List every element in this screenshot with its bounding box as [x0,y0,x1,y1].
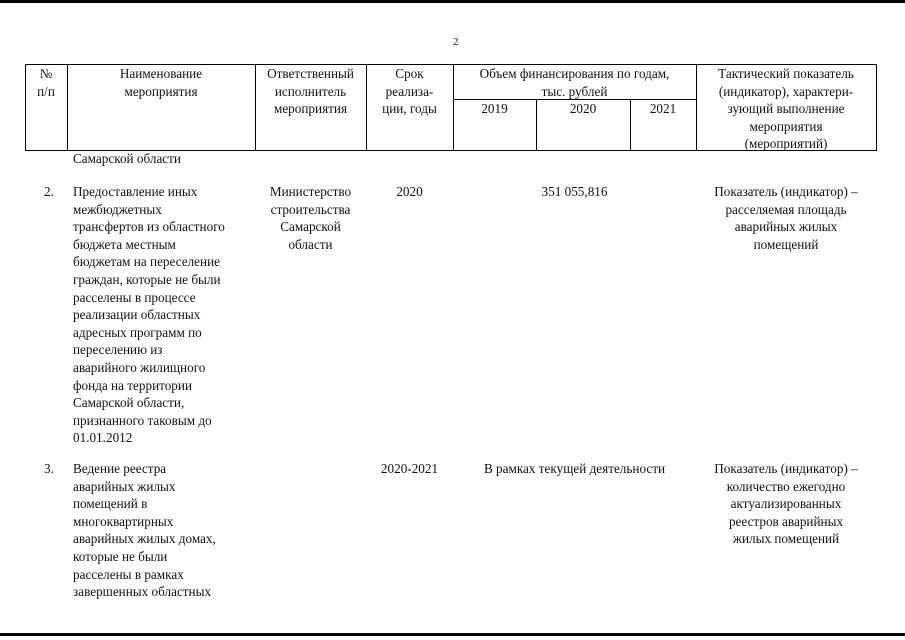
header-finance: Объем финансирования по годам, тыс. рублей [479,66,670,99]
border-right [876,64,877,151]
row-finance: 351 055,816 [541,184,608,199]
row-name: Ведение реестра аварийных жилых помещений в многоквартирных аварийных жилых домах, которые не были расселены в рамках завершенных областных [73,461,216,600]
header-year-2019: 2019 [481,101,508,116]
row-indicator: Показатель (индикатор) – количество ежегодно актуализированных реестров аварийных жилых помещений [714,461,858,547]
header-year-2020: 2020 [569,101,597,116]
bottom-edge [0,633,905,636]
row-term: 2020 [396,184,423,199]
page-number: 2 [453,36,459,48]
row-number: 3. [44,461,54,476]
header-term: Срок реализа- ции, годы [382,66,437,117]
header-num: № п/п [37,66,55,99]
row-finance: В рамках текущей деятельности [483,461,666,476]
continuation-text: Самарской области [73,151,181,166]
row-executor: Министерство строительства Самарской области [269,184,352,252]
header-name: Наименование мероприятия [119,66,203,99]
header-executor: Ответственный исполнитель мероприятия [267,66,354,117]
top-edge [0,0,905,3]
row-term: 2020-2021 [380,461,439,476]
row-number: 2. [44,184,54,199]
row-name: Предоставление иных межбюджетных трансфертов из областного бюджета местным бюджетам на переселение граждан, которые не были расселены в процессе реализации областных адресных программ по переселению из аварийного жилищного фонда на территории Самарской области, признанного таковым до 01.01.2012 [73,184,225,446]
header-indicator: Тактический показатель (индикатор), характери- зующий выполнение мероприятия (мероприятий) [718,66,854,152]
header-year-2021: 2021 [649,101,677,116]
row-indicator: Показатель (индикатор) – расселяемая площадь аварийных жилых помещений [714,184,858,252]
